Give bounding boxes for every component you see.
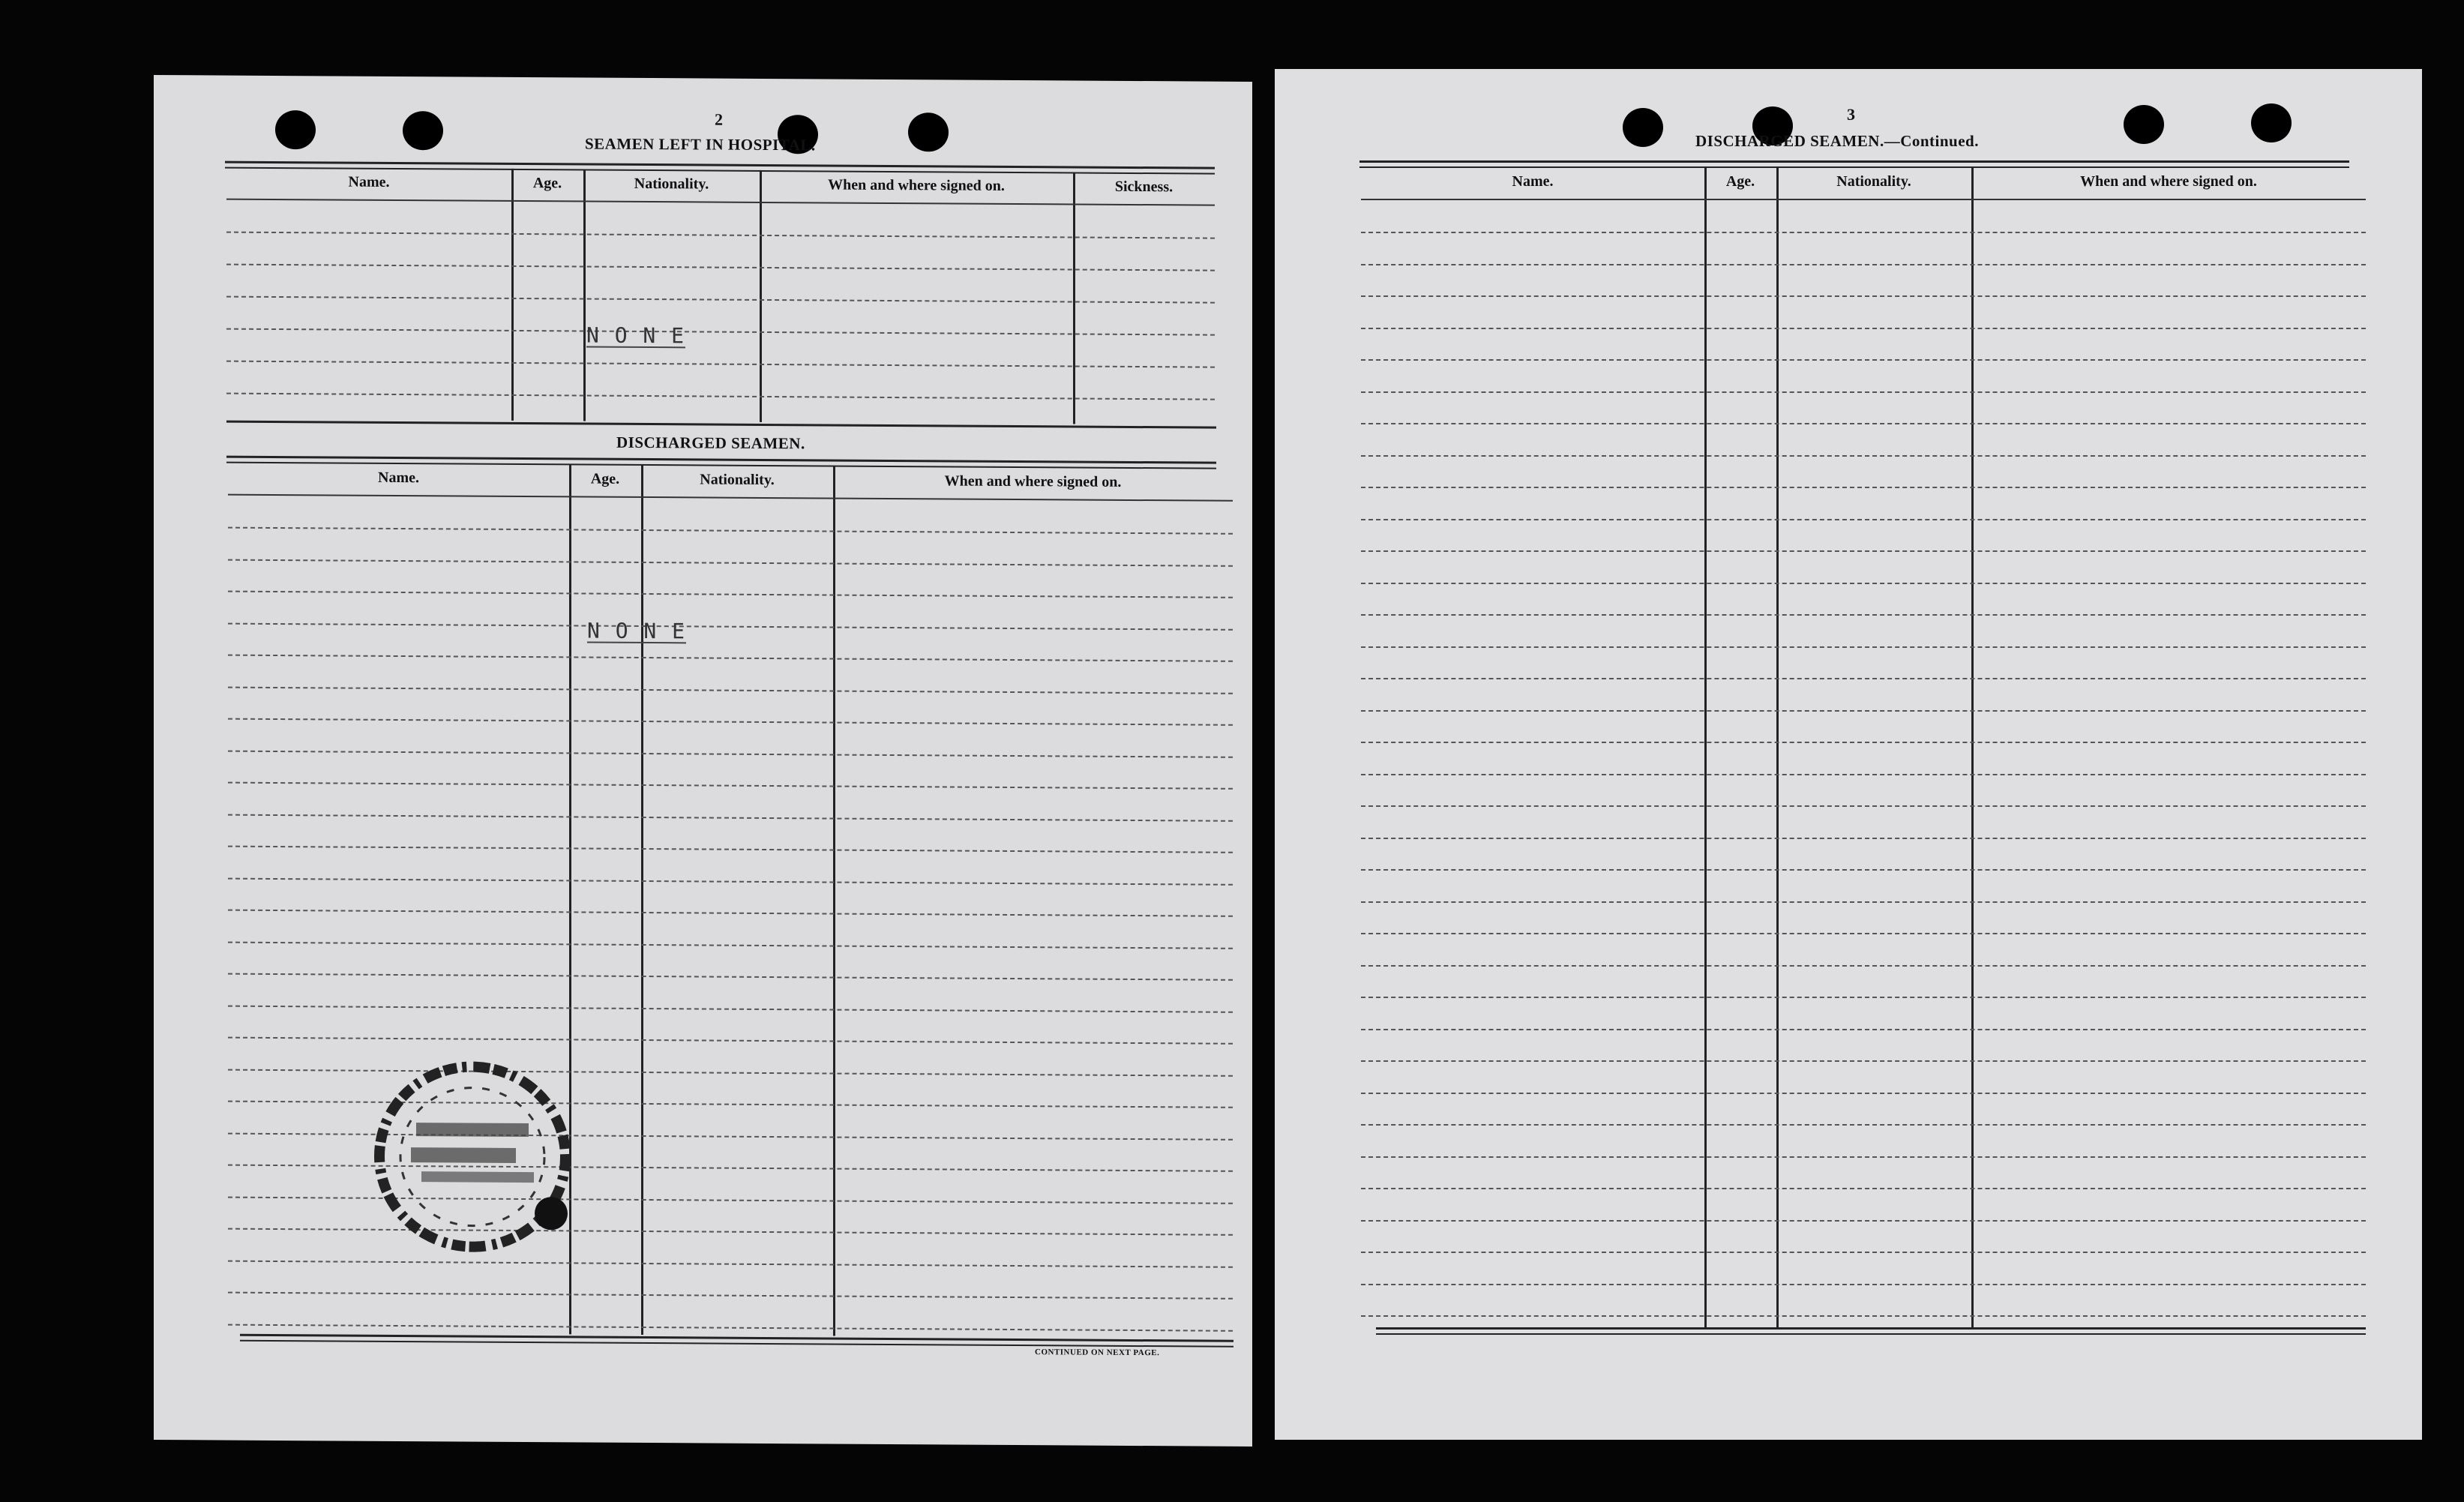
ruled-line xyxy=(228,1324,1233,1331)
ruled-line xyxy=(228,1292,1233,1300)
ruled-line xyxy=(1361,455,2366,457)
ruled-line xyxy=(1361,774,2366,775)
punch-hole-icon xyxy=(403,111,443,150)
ruled-line xyxy=(1361,295,2366,297)
ruled-line xyxy=(228,686,1233,694)
header-rule xyxy=(226,199,1215,206)
ruled-line xyxy=(1361,423,2366,424)
ruled-line xyxy=(1361,1284,2366,1285)
header-rule xyxy=(228,494,1233,502)
column-header-signed-on: When and where signed on. xyxy=(944,472,1122,490)
column-header-signed-on: When and where signed on. xyxy=(828,176,1005,194)
ruled-line xyxy=(228,973,1233,981)
ruled-line xyxy=(226,328,1215,336)
ruled-line xyxy=(228,655,1233,662)
punch-hole-icon xyxy=(2251,103,2292,142)
ruled-line xyxy=(1361,359,2366,361)
ruled-line xyxy=(1361,614,2366,616)
page-number: 2 xyxy=(715,109,723,129)
ruled-line xyxy=(228,941,1233,949)
column-divider xyxy=(641,465,643,1335)
left-page xyxy=(154,75,1252,1447)
ruled-line xyxy=(228,782,1233,790)
punch-hole-icon xyxy=(908,112,949,151)
ruled-line xyxy=(1361,901,2366,903)
ruled-line xyxy=(228,814,1233,821)
ruled-line xyxy=(1361,1220,2366,1222)
official-stamp xyxy=(360,1051,592,1270)
ruled-line xyxy=(1361,1124,2366,1126)
ruled-line xyxy=(1361,487,2366,488)
ruled-line xyxy=(1361,869,2366,871)
ruled-line xyxy=(226,361,1215,368)
ruled-line xyxy=(1361,678,2366,679)
column-header-age: Age. xyxy=(590,470,620,487)
column-header-name: Name. xyxy=(378,469,419,487)
ruled-line xyxy=(1361,1029,2366,1030)
ruled-line xyxy=(228,877,1233,885)
hospital-none-entry: N O N E xyxy=(586,322,686,349)
discharged-section-title: DISCHARGED SEAMEN. xyxy=(616,433,805,453)
column-header-nationality: Nationality. xyxy=(634,175,709,193)
discharged-continued-table xyxy=(1361,167,2366,1330)
ruled-line xyxy=(1361,1252,2366,1253)
ruled-line xyxy=(226,232,1215,239)
ruled-line xyxy=(228,910,1233,917)
ruled-line xyxy=(1361,583,2366,584)
ruled-line xyxy=(1361,997,2366,998)
column-divider xyxy=(1073,172,1075,424)
column-header-nationality: Nationality. xyxy=(700,471,775,489)
ruled-line xyxy=(1361,965,2366,967)
ruled-line xyxy=(1361,1156,2366,1158)
column-divider xyxy=(833,466,835,1336)
ruled-line xyxy=(1361,710,2366,712)
punch-hole-icon xyxy=(275,110,316,149)
ruled-line xyxy=(228,559,1233,566)
ruled-line xyxy=(1361,1188,2366,1189)
column-header-sickness: Sickness. xyxy=(1114,178,1174,196)
ruled-line xyxy=(1361,519,2366,520)
ruled-line xyxy=(1361,933,2366,934)
ruled-line xyxy=(1361,838,2366,839)
ruled-line xyxy=(1361,1315,2366,1317)
continued-note: CONTINUED ON NEXT PAGE. xyxy=(1035,1348,1160,1358)
ruled-line xyxy=(1361,742,2366,743)
column-header-nationality: Nationality. xyxy=(1836,173,1911,190)
column-divider xyxy=(583,169,586,421)
ruled-line xyxy=(1361,232,2366,233)
punch-hole-icon xyxy=(2124,105,2164,144)
ruled-line xyxy=(228,1037,1233,1045)
ruled-line xyxy=(1361,646,2366,648)
page-number: 3 xyxy=(1847,105,1855,124)
column-header-name: Name. xyxy=(1512,173,1554,190)
ruled-line xyxy=(1361,391,2366,393)
column-header-age: Age. xyxy=(532,175,562,192)
ruled-line xyxy=(228,846,1233,853)
ruled-line xyxy=(228,591,1233,598)
ruled-line xyxy=(1361,550,2366,552)
ruled-line xyxy=(1361,328,2366,329)
bottom-rule xyxy=(1376,1327,2366,1335)
ruled-line xyxy=(1361,1060,2366,1062)
column-header-signed-on: When and where signed on. xyxy=(2080,173,2257,190)
column-divider xyxy=(760,170,762,422)
ruled-line xyxy=(228,527,1233,535)
ruled-line xyxy=(228,622,1233,630)
column-divider xyxy=(1704,167,1707,1330)
right-page xyxy=(1275,69,2422,1440)
header-rule xyxy=(1361,199,2366,200)
ruled-line xyxy=(1361,805,2366,807)
column-divider xyxy=(1971,167,1974,1330)
ruled-line xyxy=(226,296,1215,304)
punch-hole-icon xyxy=(1623,108,1663,147)
discharged-none-entry: N O N E xyxy=(587,618,687,644)
ruled-line xyxy=(226,264,1215,271)
ruled-line xyxy=(228,750,1233,757)
hospital-table xyxy=(226,167,1215,425)
ruled-line xyxy=(1361,1093,2366,1094)
column-header-age: Age. xyxy=(1725,173,1755,190)
column-divider xyxy=(1776,167,1779,1330)
ruled-line xyxy=(228,718,1233,726)
hospital-section-title: SEAMEN LEFT IN HOSPITAL. xyxy=(585,134,816,154)
ruled-line xyxy=(228,1005,1233,1012)
ruled-line xyxy=(1361,264,2366,265)
ruled-line xyxy=(226,393,1215,400)
discharged-continued-title: DISCHARGED SEAMEN.—Continued. xyxy=(1695,132,1979,150)
column-header-name: Name. xyxy=(348,173,390,190)
column-divider xyxy=(511,169,514,421)
